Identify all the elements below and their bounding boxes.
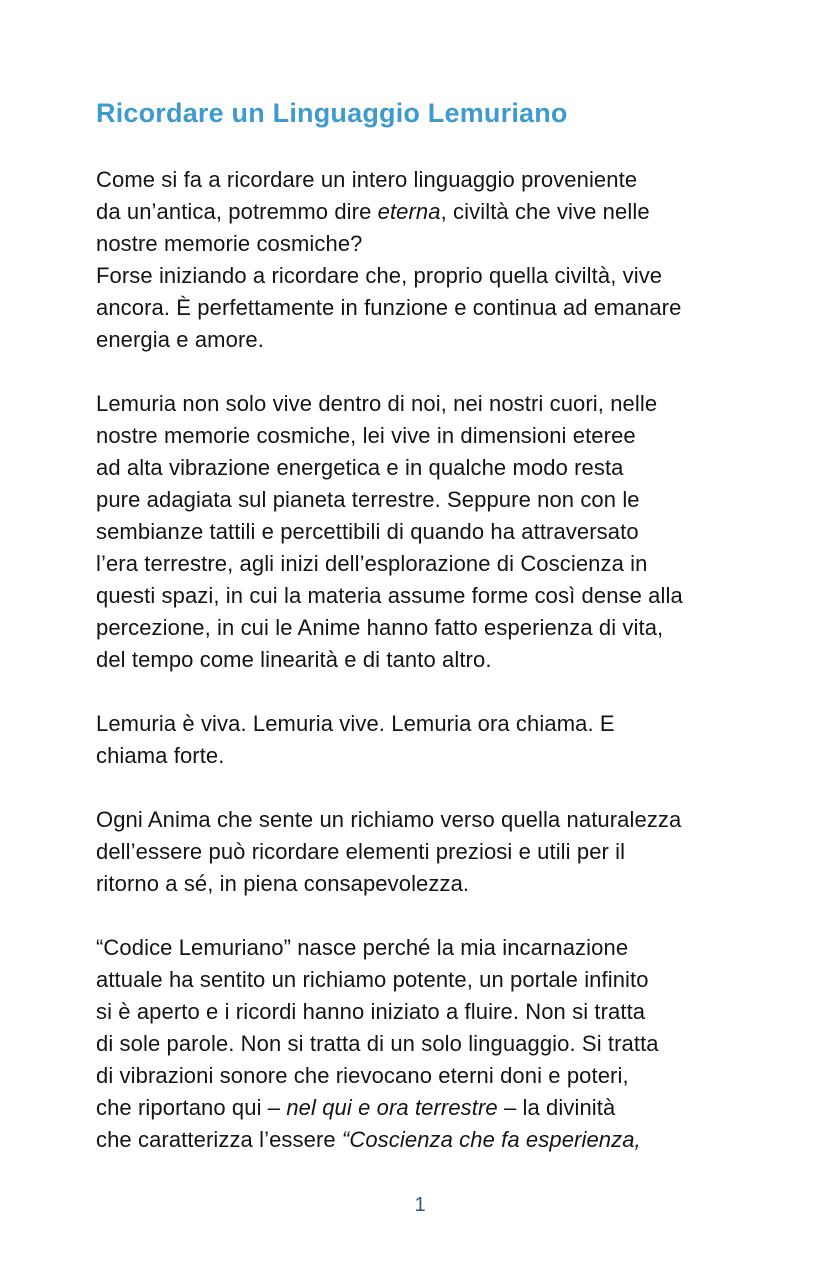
text-run: – la divinità [497,1095,616,1120]
italic-text-run: eterna [377,199,441,224]
text-run: di vibrazioni sonore che rievocano eterni doni e poteri, [96,1063,629,1088]
text-run: si è aperto e i ricordi hanno iniziato a fluire. Non si tratta [96,999,646,1024]
text-run: ancora. È perfettamente in funzione e continua ad emanare [96,295,682,320]
text-run: dell’essere può ricordare elementi preziosi e utili per il [96,839,626,864]
text-run: Come si fa a ricordare un intero linguaggio proveniente [96,167,638,192]
text-run: da un’antica, potremmo dire [96,199,378,224]
page-content [96,97,786,1156]
text-run: del tempo come linearità e di tanto altro. [96,647,492,672]
body-text [96,164,786,1156]
paragraph [96,164,786,356]
paragraph [96,932,786,1156]
text-run: di sole parole. Non si tratta di un solo linguaggio. Si tratta [96,1031,659,1056]
paragraph [96,804,786,900]
text-run: l’era terrestre, agli inizi dell’esplorazione di Coscienza in [96,551,648,576]
text-run: Forse iniziando a ricordare che, proprio quella civiltà, vive [96,263,663,288]
text-run: ad alta vibrazione energetica e in qualche modo resta [96,455,624,480]
text-run: percezione, in cui le Anime hanno fatto esperienza di vita, [96,615,664,640]
text-run: Lemuria non solo vive dentro di noi, nei nostri cuori, nelle [96,391,658,416]
text-run: attuale ha sentito un richiamo potente, un portale infinito [96,967,649,992]
text-run: , civiltà che vive nelle [440,199,650,224]
text-run: che caratterizza l’essere [96,1127,342,1152]
text-run: questi spazi, in cui la materia assume forme così dense alla [96,583,683,608]
text-run: sembianze tattili e percettibili di quando ha attraversato [96,519,639,544]
text-run: pure adagiata sul pianeta terrestre. Seppure non con le [96,487,640,512]
paragraph [96,388,786,676]
italic-text-run: “Coscienza che fa esperienza, [341,1127,641,1152]
page-number: 1 [414,1194,426,1216]
text-run: nostre memorie cosmiche, lei vive in dimensioni eteree [96,423,636,448]
italic-text-run: nel qui e ora terrestre [286,1095,498,1120]
text-run: nostre memorie cosmiche? [96,231,363,256]
text-run: ritorno a sé, in piena consapevolezza. [96,871,470,896]
text-run: Ogni Anima che sente un richiamo verso quella naturalezza [96,807,682,832]
text-run: chiama forte. [96,743,225,768]
text-run: “Codice Lemuriano” nasce perché la mia incarnazione [96,935,629,960]
paragraph [96,708,786,772]
text-run: che riportano qui – [96,1095,287,1120]
text-run: Lemuria è viva. Lemuria vive. Lemuria ora chiama. E [96,711,615,736]
chapter-title: Ricordare un Linguaggio Lemuriano [96,98,568,128]
text-run: energia e amore. [96,327,264,352]
